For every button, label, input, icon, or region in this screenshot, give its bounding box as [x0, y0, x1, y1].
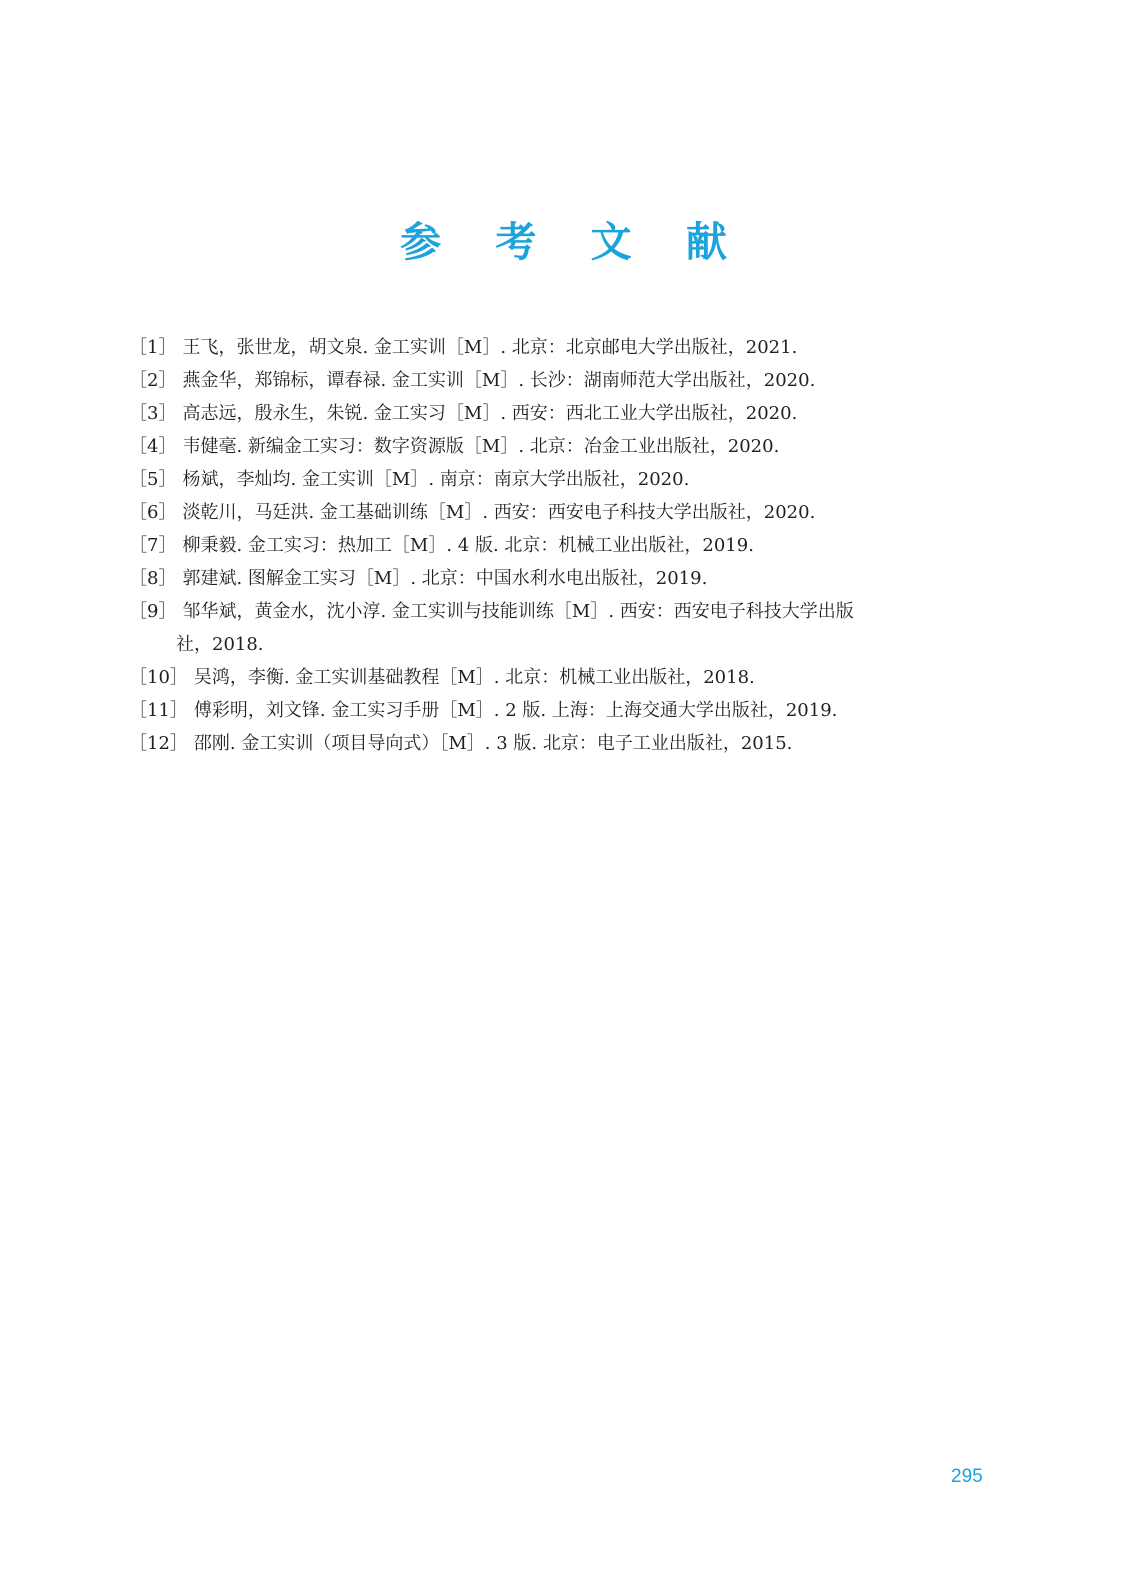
page-number: 295: [951, 1466, 983, 1487]
reference-text: 郭建斌. 图解金工实习［M］. 北京：中国水利水电出版社，2019.: [182, 568, 708, 589]
page-title: 参 考 文 献: [400, 218, 747, 266]
reference-list: [129, 331, 1029, 760]
reference-item: [129, 727, 1029, 760]
reference-item: [129, 694, 1029, 727]
reference-text: 傅彩明，刘文锋. 金工实习手册［M］. 2 版. 上海：上海交通大学出版社，2019.: [193, 700, 838, 721]
reference-number: ［1］: [129, 337, 177, 358]
reference-text: 燕金华，郑锦标，谭春禄. 金工实训［M］. 长沙：湖南师范大学出版社，2020.: [182, 370, 816, 391]
reference-number: ［9］: [129, 601, 177, 622]
reference-text: 淡乾川，马廷洪. 金工基础训练［M］. 西安：西安电子科技大学出版社，2020.: [182, 502, 816, 523]
reference-item: [129, 661, 1029, 694]
reference-item: [129, 331, 1029, 364]
reference-number: ［12］: [129, 733, 188, 754]
reference-text: 韦健毫. 新编金工实习：数字资源版［M］. 北京：冶金工业出版社，2020.: [182, 436, 780, 457]
reference-text: 高志远，殷永生，朱锐. 金工实习［M］. 西安：西北工业大学出版社，2020.: [182, 403, 798, 424]
reference-number: ［3］: [129, 403, 177, 424]
reference-text: 王飞，张世龙，胡文泉. 金工实训［M］. 北京：北京邮电大学出版社，2021.: [182, 337, 798, 358]
reference-item: [129, 430, 1029, 463]
reference-text-continuation: 社，2018.: [176, 634, 264, 655]
reference-number: ［7］: [129, 535, 177, 556]
reference-number: ［10］: [129, 667, 188, 688]
reference-item: [129, 595, 1029, 661]
reference-text: 吴鸿，李衡. 金工实训基础教程［M］. 北京：机械工业出版社，2018.: [193, 667, 755, 688]
reference-text: 邵刚. 金工实训（项目导向式）［M］. 3 版. 北京：电子工业出版社，2015.: [193, 733, 793, 754]
reference-number: ［6］: [129, 502, 177, 523]
reference-number: ［8］: [129, 568, 177, 589]
reference-item: [129, 397, 1029, 430]
reference-text: 柳秉毅. 金工实习：热加工［M］. 4 版. 北京：机械工业出版社，2019.: [182, 535, 754, 556]
reference-text: 杨斌，李灿均. 金工实训［M］. 南京：南京大学出版社，2020.: [182, 469, 690, 490]
reference-item: [129, 562, 1029, 595]
reference-number: ［5］: [129, 469, 177, 490]
reference-item: [129, 364, 1029, 397]
reference-text: 邹华斌，黄金水，沈小淳. 金工实训与技能训练［M］. 西安：西安电子科技大学出版: [182, 601, 854, 622]
reference-number: ［11］: [129, 700, 188, 721]
reference-item: [129, 529, 1029, 562]
reference-item: [129, 496, 1029, 529]
reference-number: ［2］: [129, 370, 177, 391]
reference-item: [129, 463, 1029, 496]
reference-number: ［4］: [129, 436, 177, 457]
